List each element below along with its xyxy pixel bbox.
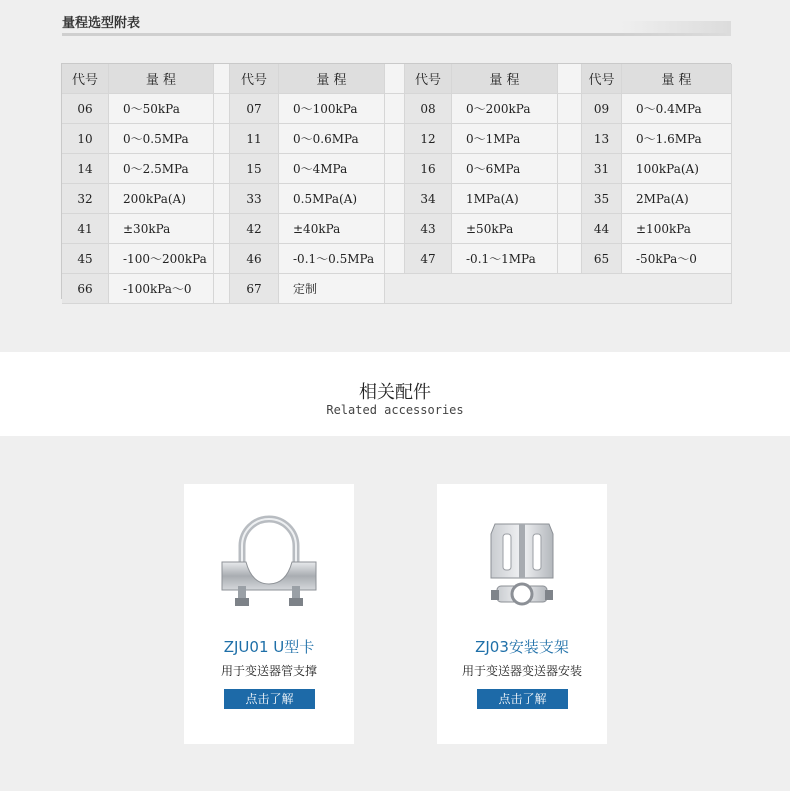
range-code-cell: 33 xyxy=(230,184,279,214)
range-code-cell: 16 xyxy=(405,154,452,184)
range-value-cell: -100～200kPa xyxy=(109,244,214,274)
column-gap xyxy=(214,124,230,154)
range-value-cell: 100kPa(A) xyxy=(622,154,732,184)
range-value-cell: 0～1.6MPa xyxy=(622,124,732,154)
column-gap xyxy=(385,94,405,124)
range-code-cell: 12 xyxy=(405,124,452,154)
range-code-cell: 65 xyxy=(582,244,622,274)
learn-more-button[interactable]: 点击了解 xyxy=(224,689,315,709)
u-clamp-icon xyxy=(204,510,334,620)
range-code-cell: 14 xyxy=(62,154,109,184)
range-value-cell: 0～0.5MPa xyxy=(109,124,214,154)
range-code-cell: 44 xyxy=(582,214,622,244)
range-value-cell: 0～6MPa xyxy=(452,154,558,184)
accessory-name: ZJU01 U型卡 xyxy=(223,638,315,656)
column-gap xyxy=(214,184,230,214)
section-title: 量程选型附表 xyxy=(62,16,141,31)
column-gap xyxy=(214,214,230,244)
range-value-cell: 0～50kPa xyxy=(109,94,214,124)
range-value-cell: 2MPa(A) xyxy=(622,184,732,214)
range-code-cell: 06 xyxy=(62,94,109,124)
range-header: 量 程 xyxy=(452,64,558,94)
range-code-cell: 66 xyxy=(62,274,109,304)
range-value-cell: ±100kPa xyxy=(622,214,732,244)
range-value-cell: 0～0.4MPa xyxy=(622,94,732,124)
range-code-cell: 42 xyxy=(230,214,279,244)
column-gap xyxy=(558,244,582,274)
range-value-cell: ±50kPa xyxy=(452,214,558,244)
range-header: 量 程 xyxy=(279,64,385,94)
column-gap xyxy=(558,214,582,244)
range-code-cell: 47 xyxy=(405,244,452,274)
column-gap xyxy=(558,154,582,184)
range-header: 量 程 xyxy=(109,64,214,94)
accessories-section xyxy=(0,436,790,791)
column-gap xyxy=(214,244,230,274)
column-gap xyxy=(214,64,230,94)
range-code-cell: 41 xyxy=(62,214,109,244)
range-code-cell: 43 xyxy=(405,214,452,244)
range-value-cell: 0.5MPa(A) xyxy=(279,184,385,214)
range-value-cell: 200kPa(A) xyxy=(109,184,214,214)
empty-cell xyxy=(385,274,732,304)
column-gap xyxy=(385,244,405,274)
code-header: 代号 xyxy=(62,64,109,94)
learn-more-button[interactable]: 点击了解 xyxy=(477,689,568,709)
column-gap xyxy=(385,154,405,184)
title-divider xyxy=(62,33,731,36)
range-code-cell: 45 xyxy=(62,244,109,274)
range-value-cell: 0～0.6MPa xyxy=(279,124,385,154)
range-code-cell: 31 xyxy=(582,154,622,184)
range-table xyxy=(61,63,731,299)
range-value-cell: ±40kPa xyxy=(279,214,385,244)
range-value-cell: -0.1～0.5MPa xyxy=(279,244,385,274)
range-selection-section xyxy=(0,0,790,352)
range-value-cell: 1MPa(A) xyxy=(452,184,558,214)
accessory-card-bracket[interactable] xyxy=(437,484,607,744)
range-value-cell: 0～100kPa xyxy=(279,94,385,124)
column-gap xyxy=(558,124,582,154)
code-header: 代号 xyxy=(405,64,452,94)
column-gap xyxy=(385,184,405,214)
range-value-cell: -100kPa～0 xyxy=(109,274,214,304)
range-code-cell: 09 xyxy=(582,94,622,124)
range-value-cell: 0～4MPa xyxy=(279,154,385,184)
column-gap xyxy=(385,124,405,154)
column-gap xyxy=(558,94,582,124)
range-code-cell: 35 xyxy=(582,184,622,214)
range-code-cell: 07 xyxy=(230,94,279,124)
range-value-cell: -50kPa～0 xyxy=(622,244,732,274)
range-code-cell: 08 xyxy=(405,94,452,124)
range-code-cell: 11 xyxy=(230,124,279,154)
accessories-subtitle: Related accessories xyxy=(326,403,464,417)
range-code-cell: 13 xyxy=(582,124,622,154)
column-gap xyxy=(214,274,230,304)
range-code-cell: 10 xyxy=(62,124,109,154)
column-gap xyxy=(385,64,405,94)
code-header: 代号 xyxy=(582,64,622,94)
mounting-bracket-icon xyxy=(457,510,587,620)
range-value-cell: ±30kPa xyxy=(109,214,214,244)
range-code-cell: 67 xyxy=(230,274,279,304)
range-header: 量 程 xyxy=(622,64,732,94)
range-value-cell: 0～1MPa xyxy=(452,124,558,154)
column-gap xyxy=(214,94,230,124)
range-value-cell: -0.1～1MPa xyxy=(452,244,558,274)
accessories-title: 相关配件 xyxy=(359,382,431,403)
column-gap xyxy=(558,184,582,214)
accessory-description: 用于变送器变送器安装 xyxy=(461,664,582,678)
range-code-cell: 32 xyxy=(62,184,109,214)
accessory-card-u-clamp[interactable] xyxy=(184,484,354,744)
accessory-name: ZJ03安装支架 xyxy=(475,638,569,656)
accessory-description: 用于变送器管支撑 xyxy=(220,664,317,678)
column-gap xyxy=(214,154,230,184)
range-code-cell: 34 xyxy=(405,184,452,214)
accessories-header xyxy=(0,352,790,436)
range-code-cell: 46 xyxy=(230,244,279,274)
code-header: 代号 xyxy=(230,64,279,94)
range-value-cell: 定制 xyxy=(279,274,385,304)
range-value-cell: 0～2.5MPa xyxy=(109,154,214,184)
column-gap xyxy=(385,214,405,244)
column-gap xyxy=(558,64,582,94)
range-value-cell: 0～200kPa xyxy=(452,94,558,124)
range-code-cell: 15 xyxy=(230,154,279,184)
